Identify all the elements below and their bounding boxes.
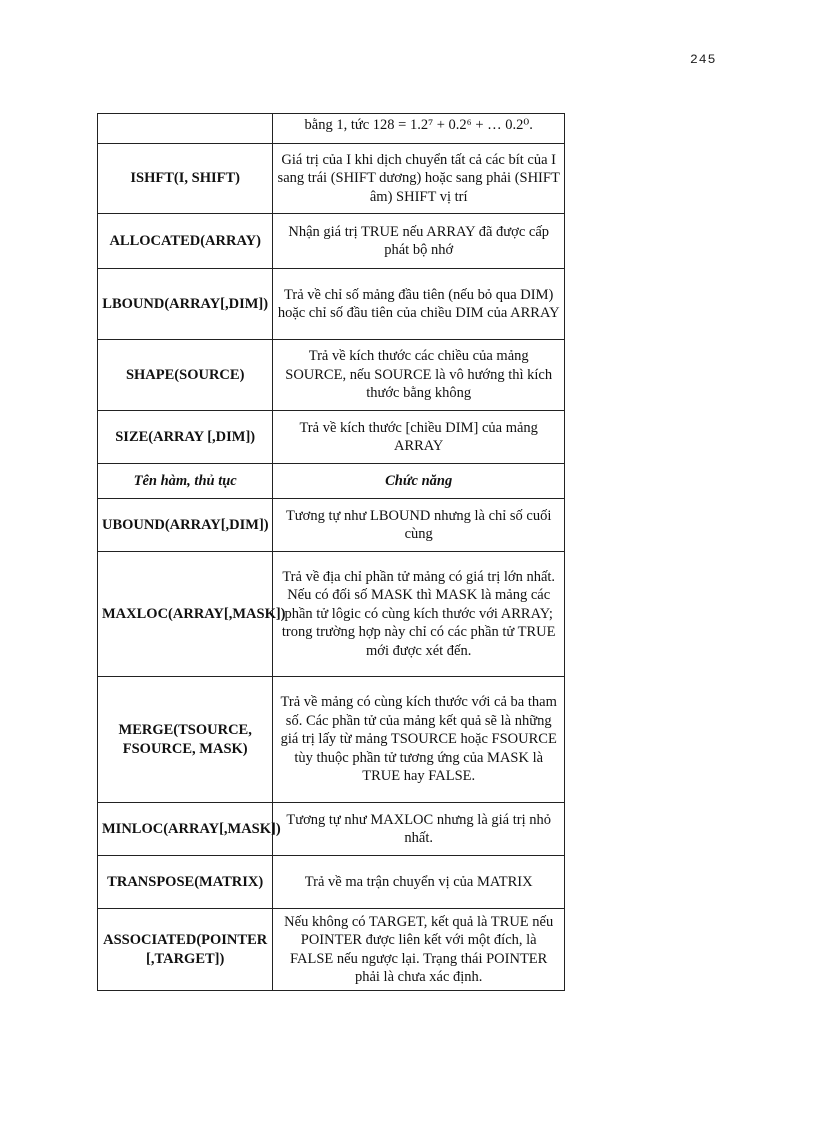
table-header-row bbox=[98, 464, 565, 499]
function-description-cell: Tương tự như MAXLOC nhưng là giá trị nhỏ nhất. bbox=[273, 803, 565, 856]
function-name-cell: UBOUND(ARRAY[,DIM]) bbox=[98, 499, 273, 552]
function-description-cell: Nhận giá trị TRUE nếu ARRAY đã được cấp phát bộ nhớ bbox=[273, 214, 565, 269]
function-description-cell: Trả về mảng có cùng kích thước với cả ba tham số. Các phần tử của mảng kết quả sẽ là những giá trị lấy từ mảng TSOURCE hoặc FSOURCE tùy thuộc phần tử tương ứng của MASK là TRUE hay FALSE. bbox=[273, 677, 565, 803]
column-header-description: Chức năng bbox=[273, 464, 565, 499]
function-description-cell: Tương tự như LBOUND nhưng là chỉ số cuối cùng bbox=[273, 499, 565, 552]
function-name-cell: ISHFT(I, SHIFT) bbox=[98, 144, 273, 214]
function-description-cell: Trả về kích thước các chiều của mảng SOURCE, nếu SOURCE là vô hướng thì kích thước bằng không bbox=[273, 340, 565, 411]
function-name-cell: MERGE(TSOURCE, FSOURCE, MASK) bbox=[98, 677, 273, 803]
function-name-cell: MINLOC(ARRAY[,MASK]) bbox=[98, 803, 273, 856]
table-row bbox=[98, 214, 565, 269]
function-name-cell: ASSOCIATED(POINTER [,TARGET]) bbox=[98, 909, 273, 991]
page-number: 245 bbox=[690, 52, 717, 67]
table-row bbox=[98, 856, 565, 909]
function-name-cell: TRANSPOSE(MATRIX) bbox=[98, 856, 273, 909]
function-name-cell: SIZE(ARRAY [,DIM]) bbox=[98, 411, 273, 464]
function-description-cell: Trả về ma trận chuyển vị của MATRIX bbox=[273, 856, 565, 909]
function-description-cell: Trả về chỉ số mảng đầu tiên (nếu bỏ qua DIM) hoặc chỉ số đầu tiên của chiều DIM của ARRAY bbox=[273, 269, 565, 340]
function-table bbox=[97, 113, 565, 991]
column-header-name: Tên hàm, thủ tục bbox=[98, 464, 273, 499]
function-description-cell: bằng 1, tức 128 = 1.2⁷ + 0.2⁶ + … 0.2⁰. bbox=[273, 114, 565, 144]
table-row bbox=[98, 677, 565, 803]
function-name-cell: SHAPE(SOURCE) bbox=[98, 340, 273, 411]
function-description-cell: Trả về địa chỉ phần tử mảng có giá trị lớn nhất. Nếu có đối số MASK thì MASK là mảng các phần tử lôgic có cùng kích thước với ARRAY; trong trường hợp này chỉ có các phần tử TRUE mới được xét đến. bbox=[273, 552, 565, 677]
table-row bbox=[98, 552, 565, 677]
table-row bbox=[98, 909, 565, 991]
function-name-cell bbox=[98, 114, 273, 144]
function-name-cell: LBOUND(ARRAY[,DIM]) bbox=[98, 269, 273, 340]
table-row bbox=[98, 269, 565, 340]
function-name-cell: ALLOCATED(ARRAY) bbox=[98, 214, 273, 269]
function-name-cell: MAXLOC(ARRAY[,MASK]) bbox=[98, 552, 273, 677]
function-description-cell: Nếu không có TARGET, kết quả là TRUE nếu POINTER được liên kết với một đích, là FALSE nếu ngược lại. Trạng thái POINTER phải là chưa xác định. bbox=[273, 909, 565, 991]
function-description-cell: Giá trị của I khi dịch chuyển tất cả các bít của I sang trái (SHIFT dương) hoặc sang phải (SHIFT âm) SHIFT vị trí bbox=[273, 144, 565, 214]
table-row bbox=[98, 411, 565, 464]
table-row bbox=[98, 340, 565, 411]
table-row bbox=[98, 803, 565, 856]
table-row bbox=[98, 144, 565, 214]
function-description-cell: Trả về kích thước [chiều DIM] của mảng ARRAY bbox=[273, 411, 565, 464]
table-row bbox=[98, 499, 565, 552]
table-row bbox=[98, 114, 565, 144]
